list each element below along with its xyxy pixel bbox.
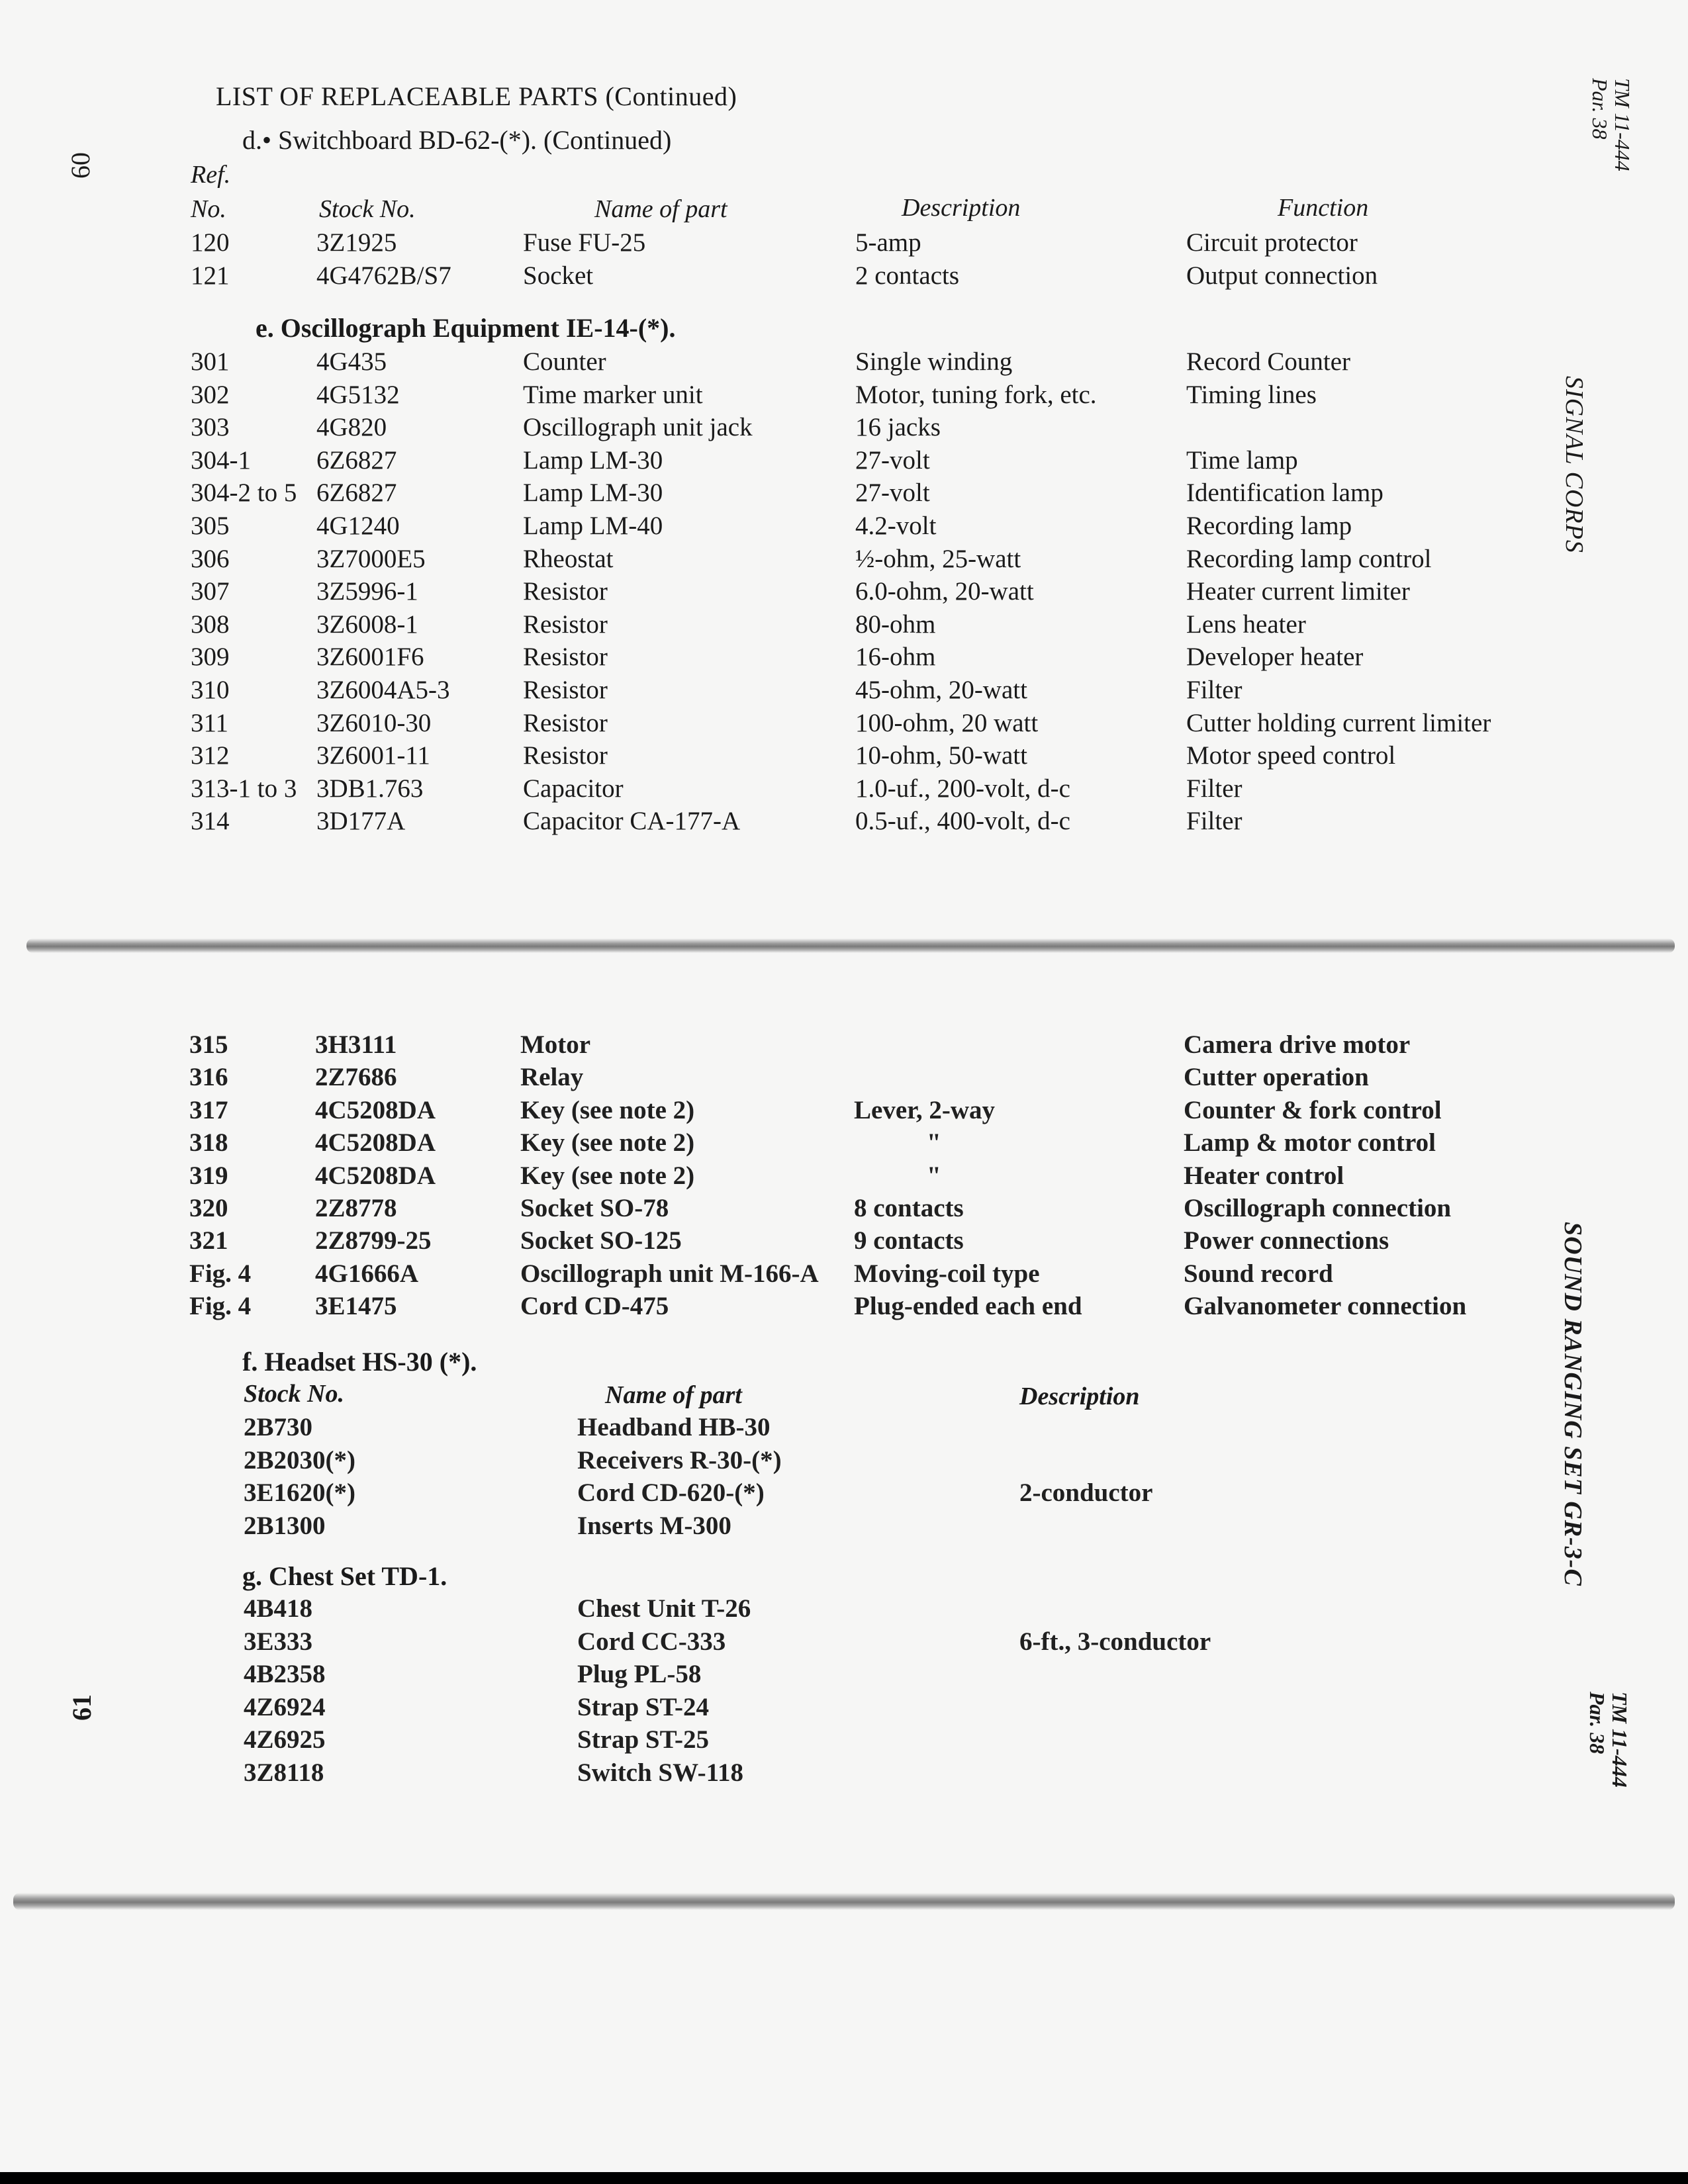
header-ref-no: No. [191,195,226,223]
stock-no: 3E333 [244,1627,313,1656]
part-name: Lamp LM-30 [523,445,663,475]
function: Cutter holding current limiter [1186,708,1491,737]
stock-no: 4G435 [316,347,387,376]
part-name: Resistor [523,676,608,704]
part-name: Capacitor CA-177-A [523,807,741,836]
header-ref-line1: Ref. [191,161,231,189]
function: Oscillograph connection [1184,1194,1452,1222]
part-name: Oscillograph unit M-166-A [520,1259,819,1288]
part-name: Oscillograph unit jack [523,413,753,442]
part-name: Resistor [523,708,608,737]
part-name: Key (see note 2) [520,1161,695,1190]
part-name: Lamp LM-40 [523,512,663,540]
table-row [0,1445,1688,1479]
header-description: Description [902,194,1021,222]
function: Lens heater [1186,610,1306,639]
description: Moving-coil type [854,1259,1040,1288]
ref-no: 310 [191,676,230,704]
ref-no: 317 [189,1095,228,1124]
table-row [0,478,1688,511]
description: 16 jacks [855,413,941,442]
description: 0.5-uf., 400-volt, d-c [855,807,1070,836]
stock-no: 3Z6001F6 [316,643,424,672]
sound-ranging-label: SOUND RANGING SET GR-3-C [1559,1222,1587,1586]
part-name: Resistor [523,741,608,770]
stock-no: 3E1475 [315,1292,397,1321]
stock-no: 3Z1925 [316,228,397,257]
table-row [0,741,1688,774]
top-manual-reference [1589,78,1634,171]
function: Sound record [1184,1259,1333,1288]
section-e-heading: e. Oscillograph Equipment IE-14-(*). [256,313,676,343]
stock-no: 4B2358 [244,1660,326,1688]
stock-no: 2Z7686 [315,1063,397,1092]
part-name: Relay [520,1063,584,1092]
description: 4.2-volt [855,512,937,540]
table-row [0,1259,1688,1292]
table-row [0,576,1688,610]
ref-no: 306 [191,544,230,573]
function: Circuit protector [1186,228,1358,257]
function: Motor speed control [1186,741,1396,770]
ref-no: 313-1 to 3 [191,774,297,803]
stock-no: 2Z8799-25 [315,1226,432,1255]
part-name: Plug PL-58 [577,1660,702,1688]
stock-no: 3Z6010-30 [316,708,432,737]
ref-no: 321 [189,1226,228,1255]
section-d-heading: d.• Switchboard BD-62-(*). (Continued) [242,125,672,155]
description: 27-volt [855,478,930,508]
part-name: Chest Unit T-26 [577,1594,751,1623]
table-row [0,774,1688,807]
header-name-of-part: Name of part [594,195,727,223]
description: 6-ft., 3-conductor [1019,1627,1211,1656]
table-row [0,261,1688,294]
section-f-heading: f. Headset HS-30 (*). [242,1347,477,1377]
description: 27-volt [855,445,930,475]
function: Output connection [1186,261,1378,290]
ref-no: 304-2 to 5 [191,478,297,508]
function: Record Counter [1186,347,1351,376]
stock-no: 6Z6827 [316,445,397,475]
header-stock-no: Stock No. [319,195,416,223]
function: Lamp & motor control [1184,1128,1436,1158]
ref-no: 304-1 [191,445,251,475]
stock-no: 4G820 [316,413,387,442]
table-row [0,1128,1688,1161]
page-bottom-rule [13,1893,1675,1910]
stock-no: 3Z5996-1 [316,577,418,606]
description: 2 contacts [855,261,960,290]
table-row [0,1627,1688,1660]
ref-no: 308 [191,610,230,639]
part-name: Resistor [523,610,608,639]
function: Recording lamp control [1186,544,1432,573]
ref-no: 314 [191,807,230,836]
description: 6.0-ohm, 20-watt [855,577,1034,606]
description: 1.0-uf., 200-volt, d-c [855,774,1070,803]
description: Motor, tuning fork, etc. [855,380,1097,409]
table-row [0,511,1688,544]
stock-no: 3H3111 [315,1030,397,1059]
part-name: Key (see note 2) [520,1095,695,1124]
stock-no: 3D177A [316,807,406,836]
stock-no: 4C5208DA [315,1161,436,1190]
description: 10-ohm, 50-watt [855,741,1027,770]
part-name: Cord CD-620-(*) [577,1479,765,1507]
ref-no: 301 [191,347,230,376]
scan-edge [0,2172,1688,2184]
header-name-of-part: Name of part [605,1381,742,1409]
section-g-heading: g. Chest Set TD-1. [242,1561,447,1591]
function: Identification lamp [1186,478,1383,508]
table-row [0,1659,1688,1692]
function: Filter [1186,807,1243,836]
ref-no: 312 [191,741,230,770]
description: " [927,1161,941,1190]
stock-no: 2B730 [244,1413,313,1441]
function: Counter & fork control [1184,1095,1442,1124]
ref-no: 303 [191,413,230,442]
function: Filter [1186,774,1243,803]
stock-no: 3DB1.763 [316,774,424,803]
ref-no: 319 [189,1161,228,1190]
part-name: Inserts M-300 [577,1511,731,1540]
description: " [927,1128,941,1158]
part-name: Resistor [523,643,608,672]
function: Filter [1186,676,1243,704]
ref-no: 318 [189,1128,228,1158]
stock-no: 4G1240 [316,512,400,540]
ref-no: 305 [191,512,230,540]
ref-no: 120 [191,228,230,257]
ref-no: 302 [191,380,230,409]
header-description: Description [1019,1383,1140,1410]
stock-no: 6Z6827 [316,478,397,508]
function: Developer heater [1186,643,1364,672]
part-name: Motor [520,1030,591,1059]
stock-no: 4Z6924 [244,1692,326,1721]
table-row [0,1412,1688,1445]
table-row [0,544,1688,577]
header-stock-no: Stock No. [244,1380,344,1408]
page-number-top: 60 [66,152,95,179]
part-name: Capacitor [523,774,624,803]
function: Cutter operation [1184,1063,1369,1092]
part-name: Strap ST-24 [577,1692,710,1721]
ref-no: 121 [191,261,230,290]
table-row [0,708,1688,741]
ref-no: 316 [189,1063,228,1092]
function: Recording lamp [1186,512,1352,540]
description: 8 contacts [854,1194,964,1222]
ref-no: 309 [191,643,230,672]
description: Single winding [855,347,1013,376]
stock-no: 2Z8778 [315,1194,397,1222]
table-row [0,642,1688,675]
description: 80-ohm [855,610,936,639]
part-name: Time marker unit [523,380,703,409]
part-name: Rheostat [523,544,614,573]
table-row [0,1030,1688,1063]
stock-no: 2B1300 [244,1511,326,1540]
function: Camera drive motor [1184,1030,1411,1059]
table-row [0,675,1688,708]
ref-no: Fig. 4 [189,1292,252,1321]
part-name: Socket SO-125 [520,1226,682,1255]
stock-no: 3Z6004A5-3 [316,676,450,704]
description: 9 contacts [854,1226,964,1255]
stock-no: 4G5132 [316,380,400,409]
stock-no: 2B2030(*) [244,1445,355,1475]
part-name: Key (see note 2) [520,1128,695,1158]
table-row [0,806,1688,839]
description: 100-ohm, 20 watt [855,708,1039,737]
page-number-bottom: 61 [67,1694,97,1721]
table-row [0,1193,1688,1226]
table-row [0,1095,1688,1128]
page-title: LIST OF REPLACEABLE PARTS (Continued) [216,81,737,111]
description: 5-amp [855,228,921,257]
function: Power connections [1184,1226,1389,1255]
table-row [0,1161,1688,1194]
stock-no: 4C5208DA [315,1095,436,1124]
description: ½-ohm, 25-watt [855,544,1021,573]
part-name: Counter [523,347,606,376]
stock-no: 3Z7000E5 [316,544,426,573]
stock-no: 4C5208DA [315,1128,436,1158]
function: Timing lines [1186,380,1317,409]
ref-no: 311 [191,708,229,737]
part-name: Cord CD-475 [520,1292,669,1321]
table-row [0,1594,1688,1627]
manual-number: TM 11-444 [1611,78,1634,171]
table-row [0,1226,1688,1259]
ref-no: 307 [191,577,230,606]
table-row [0,1062,1688,1095]
table-row [0,1478,1688,1511]
signal-corps-label: SIGNAL CORPS [1560,376,1588,553]
function: Time lamp [1186,445,1298,475]
part-name: Lamp LM-30 [523,478,663,508]
table-row [0,1291,1688,1324]
table-row [0,412,1688,445]
stock-no: 3E1620(*) [244,1479,355,1507]
description: 2-conductor [1019,1479,1153,1507]
table-row [0,445,1688,478]
function: Heater control [1184,1161,1344,1190]
ref-no: Fig. 4 [189,1259,252,1288]
part-name: Socket [523,261,594,290]
stock-no: 4G4762B/S7 [316,261,451,290]
manual-number: TM 11-444 [1608,1692,1632,1788]
part-name: Headband HB-30 [577,1413,771,1441]
part-name: Cord CC-333 [577,1627,726,1656]
description: Lever, 2-way [854,1095,996,1124]
page-divider [26,938,1675,953]
table-row [0,1692,1688,1725]
stock-no: 3Z6008-1 [316,610,418,639]
stock-no: 4B418 [244,1594,313,1623]
stock-no: 3Z8118 [244,1758,324,1787]
table-row [0,610,1688,643]
part-name: Fuse FU-25 [523,228,646,257]
stock-no: 4Z6925 [244,1725,326,1754]
ref-no: 320 [189,1194,228,1222]
bottom-manual-reference [1586,1692,1631,1788]
stock-no: 3Z6001-11 [316,741,430,770]
table-row [0,347,1688,380]
table-row [0,1758,1688,1791]
description: 16-ohm [855,643,936,672]
description: 45-ohm, 20-watt [855,676,1027,704]
part-name: Resistor [523,577,608,606]
stock-no: 4G1666A [315,1259,418,1288]
header-function: Function [1278,194,1369,222]
table-row [0,228,1688,261]
ref-no: 315 [189,1030,228,1059]
part-name: Receivers R-30-(*) [577,1445,782,1475]
table-row [0,1511,1688,1544]
function: Heater current limiter [1186,577,1410,606]
paragraph-number: Par. 38 [1585,1692,1609,1754]
table-row [0,1725,1688,1758]
part-name: Strap ST-25 [577,1725,710,1754]
part-name: Socket SO-78 [520,1194,669,1222]
function: Galvanometer connection [1184,1292,1467,1321]
description: Plug-ended each end [854,1292,1082,1321]
paragraph-number: Par. 38 [1588,78,1612,140]
part-name: Switch SW-118 [577,1758,744,1787]
table-row [0,380,1688,413]
